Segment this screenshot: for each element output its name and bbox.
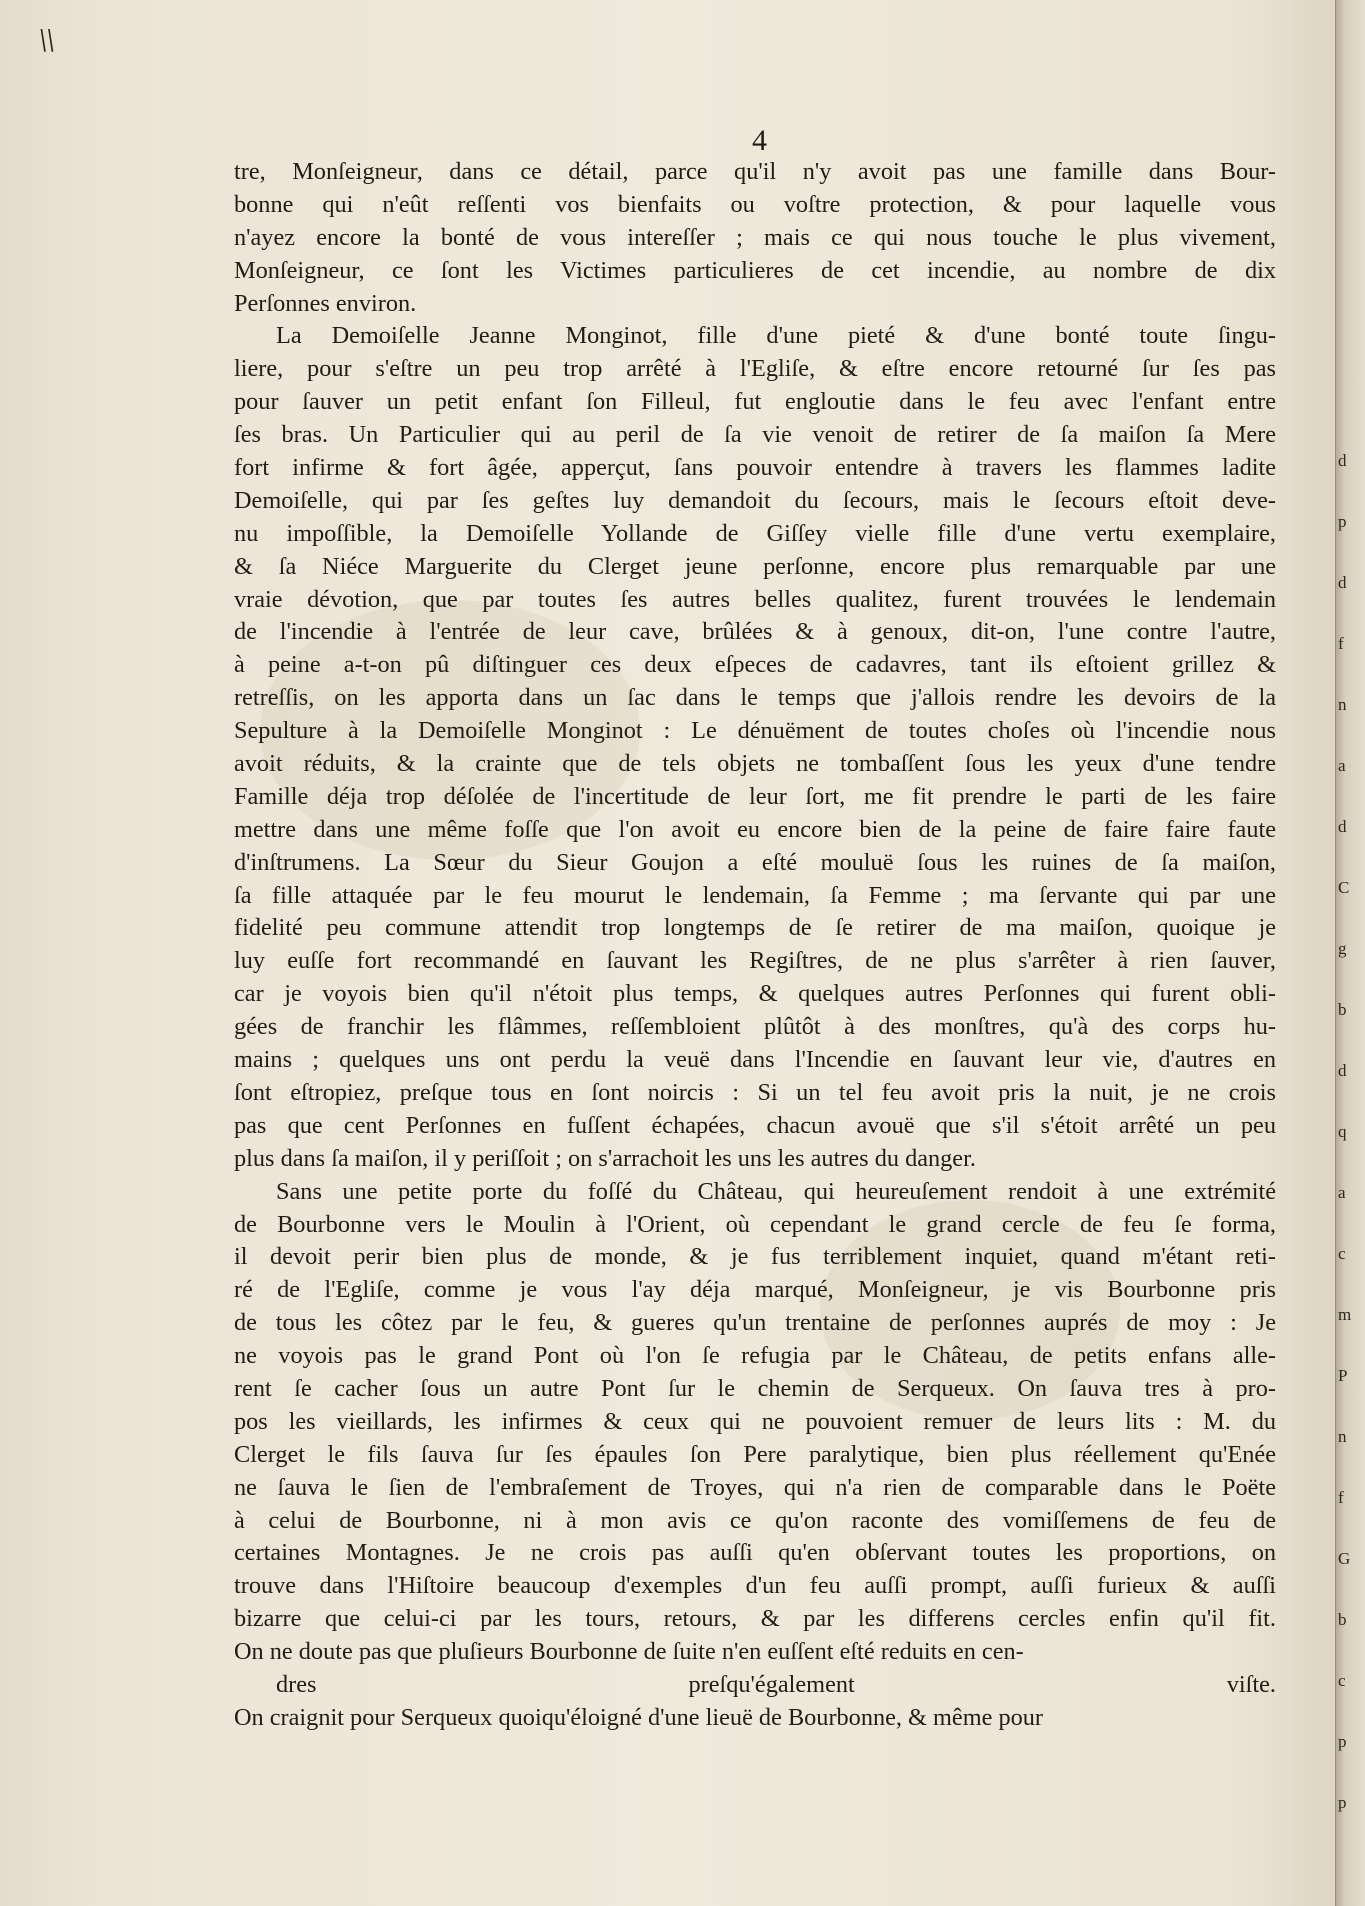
text-line: certaines Montagnes. Je ne crois pas auſſi qu'en obſervant toutes les proportions, on	[234, 1539, 1276, 1567]
text-line: Clerget le fils ſauva ſur ſes épaules ſon Pere paralytique, bien plus réellement qu'Enée	[234, 1440, 1276, 1468]
text-line: avoit réduits, & la crainte que de tels objets ne tombaſſent ſous les yeux d'une tendre	[234, 750, 1276, 778]
margin-letter: n	[1338, 695, 1347, 714]
margin-letter: c	[1338, 1244, 1346, 1263]
margin-letter: G	[1338, 1549, 1351, 1568]
text-line: pas que cent Perſonnes en fuſſent échapées, chacun avouë que s'il s'étoit arrêté un peu	[234, 1111, 1276, 1139]
margin-letter: d	[1338, 573, 1347, 592]
text-line: de Bourbonne vers le Moulin à l'Orient, où cependant le grand cercle de feu ſe forma,	[234, 1210, 1276, 1238]
text-line: liere, pour s'eſtre un peu trop arrêté à l'Egliſe, & eſtre encore retourné ſur ſes pas	[234, 355, 1276, 383]
text-line: retreſſis, on les apporta dans un ſac dans le temps que j'allois rendre les devoirs de la	[234, 684, 1276, 712]
margin-letter: C	[1338, 878, 1350, 897]
text-line: ne ſauva le ſien de l'embraſement de Troyes, qui n'a rien de comparable dans le Poëte	[234, 1473, 1276, 1501]
text-line: On craignit pour Serqueux quoiqu'éloigné d'une lieuë de Bourbonne, & même pour	[234, 1703, 1044, 1731]
text-line: ſes bras. Un Particulier qui au peril de ſa vie venoit de retirer de ſa maiſon ſa Mere	[234, 421, 1276, 449]
margin-letter: d	[1338, 1061, 1347, 1080]
margin-letter: p	[1338, 1793, 1347, 1812]
text-line: ſa fille attaquée par le feu mourut le lendemain, ſa Femme ; ma ſervante qui par une	[234, 881, 1276, 909]
text-line: à celui de Bourbonne, ni à mon avis ce qu'on raconte des vomiſſemens de feu de	[234, 1506, 1276, 1534]
margin-letter: c	[1338, 1671, 1346, 1690]
text-line: nu impoſſible, la Demoiſelle Yollande de Giſſey vielle fille d'une vertu exemplaire,	[234, 519, 1276, 547]
text-line: Sepulture à la Demoiſelle Monginot : Le dénuëment de toutes choſes où l'incendie nous	[234, 717, 1276, 745]
margin-letter: m	[1338, 1305, 1352, 1324]
text-line: il devoit perir bien plus de monde, & je fus terriblement inquiet, quand m'étant reti-	[234, 1243, 1276, 1271]
text-line: de tous les côtez par le feu, & gueres qu'un trentaine de perſonnes auprés de moy : Je	[234, 1309, 1276, 1337]
page-number: 4	[752, 124, 767, 157]
text-line: pos les vieillards, les infirmes & ceux qui ne pouvoient remuer de leurs lits : M. du	[234, 1407, 1276, 1435]
margin-letter: n	[1338, 1427, 1347, 1446]
body-text	[234, 156, 1276, 1768]
text-line: On ne doute pas que pluſieurs Bourbonne de ſuite n'en euſſent eſté reduits en cen-	[234, 1638, 1024, 1666]
margin-letter: a	[1338, 756, 1346, 775]
margin-letter: d	[1338, 817, 1347, 836]
text-line: bizarre que celui-ci par les tours, retours, & par les differens cercles enfin qu'il fit.	[234, 1605, 1276, 1633]
text-line: Famille déja trop déſolée de l'incertitude de leur ſort, me fit prendre le parti de les faire	[234, 782, 1276, 810]
margin-letter: d	[1338, 451, 1347, 470]
text-line: d'inſtrumens. La Sœur du Sieur Goujon a eſté mouluë ſous les ruines de ſa maiſon,	[234, 848, 1276, 876]
margin-letter: P	[1338, 1366, 1348, 1385]
margin-letter: p	[1338, 1732, 1347, 1751]
text-line: fort infirme & fort âgée, apperçut, ſans pouvoir entendre à travers les flammes ladite	[234, 454, 1276, 482]
text-line: plus dans ſa maiſon, il y periſſoit ; on s'arrachoit les uns les autres du danger.	[234, 1144, 976, 1172]
text-line: ré de l'Egliſe, comme je vous l'ay déja marqué, Monſeigneur, je vis Bourbonne pris	[234, 1276, 1276, 1304]
adjacent-page-letters	[1338, 430, 1362, 1833]
text-line: bonne qui n'eût reſſenti vos bienfaits ou voſtre protection, & pour laquelle vous	[234, 190, 1276, 218]
margin-letter: g	[1338, 939, 1347, 958]
text-line: rent ſe cacher ſous un autre Pont ſur le chemin de Serqueux. On ſauva tres à pro-	[234, 1374, 1276, 1402]
text-line: pour ſauver un petit enfant ſon Filleul, fut engloutie dans le feu avec l'enfant entre	[234, 388, 1276, 416]
text-line: mettre dans une même foſſe que l'on avoit eu encore bien de la peine de faire faire faute	[234, 815, 1276, 843]
text-line: & ſa Niéce Marguerite du Clerget jeune perſonne, encore plus remarquable par une	[234, 552, 1276, 580]
margin-letter: b	[1338, 1000, 1347, 1019]
text-line: à peine a-t-on pû diſtinguer ces deux eſpeces de cadavres, tant ils eſtoient grillez &	[234, 651, 1276, 679]
text-line	[234, 1735, 1276, 1768]
text-line: tre, Monſeigneur, dans ce détail, parce qu'il n'y avoit pas une famille dans Bour-	[234, 158, 1276, 185]
text-line: Monſeigneur, ce ſont les Victimes particulieres de cet incendie, au nombre de dix	[234, 256, 1276, 284]
scan-mark: \\	[38, 22, 53, 59]
text-line: ſont eſtropiez, preſque tous en ſont noircis : Si un tel feu avoit pris la nuit, je ne crois	[234, 1078, 1276, 1106]
text-line: n'ayez encore la bonté de vous intereſſer ; mais ce qui nous touche le plus vivement,	[234, 223, 1276, 251]
margin-letter: q	[1338, 1122, 1347, 1141]
margin-letter: p	[1338, 512, 1347, 531]
text-line: gées de franchir les flâmmes, reſſembloient plûtôt à des monſtres, qu'à des corps hu-	[234, 1013, 1276, 1041]
text-line: ne voyois pas le grand Pont où l'on ſe refugia par le Château, de petits enfans alle-	[234, 1342, 1276, 1370]
margin-letter: a	[1338, 1183, 1346, 1202]
text-line: fidelité peu commune attendit trop longtemps de ſe retirer de ma maiſon, quoique je	[234, 914, 1276, 942]
margin-letter: b	[1338, 1610, 1347, 1629]
text-line: Perſonnes environ.	[234, 289, 417, 317]
text-line: trouve dans l'Hiſtoire beaucoup d'exemples d'un feu auſſi prompt, auſſi furieux & auſſi	[234, 1572, 1276, 1600]
margin-letter: f	[1338, 634, 1344, 653]
text-line: Demoiſelle, qui par ſes geſtes luy demandoit du ſecours, mais le ſecours eſtoit deve-	[234, 486, 1276, 514]
text-line: car je voyois bien qu'il n'étoit plus temps, & quelques autres Perſonnes qui furent obli-	[234, 980, 1276, 1008]
text-line: vraie dévotion, que par toutes ſes autres belles qualitez, furent trouvées le lendemain	[234, 585, 1276, 613]
text-line: luy euſſe fort recommandé en ſauvant les Regiſtres, de ne plus s'arrêter à rien ſauver,	[234, 947, 1276, 975]
text-line: dres preſqu'également viſte.	[276, 1670, 1276, 1698]
text-line: La Demoiſelle Jeanne Monginot, fille d'une pieté & d'une bonté toute ſingu-	[276, 322, 1276, 350]
text-line: Sans une petite porte du foſſé du Château, qui heureuſement rendoit à une extrémité	[276, 1177, 1276, 1205]
text-line: de l'incendie à l'entrée de leur cave, brûlées & à genoux, dit-on, l'une contre l'autre,	[234, 618, 1276, 646]
text-line: mains ; quelques uns ont perdu la veuë dans l'Incendie en ſauvant leur vie, d'autres en	[234, 1046, 1276, 1074]
margin-letter: f	[1338, 1488, 1344, 1507]
